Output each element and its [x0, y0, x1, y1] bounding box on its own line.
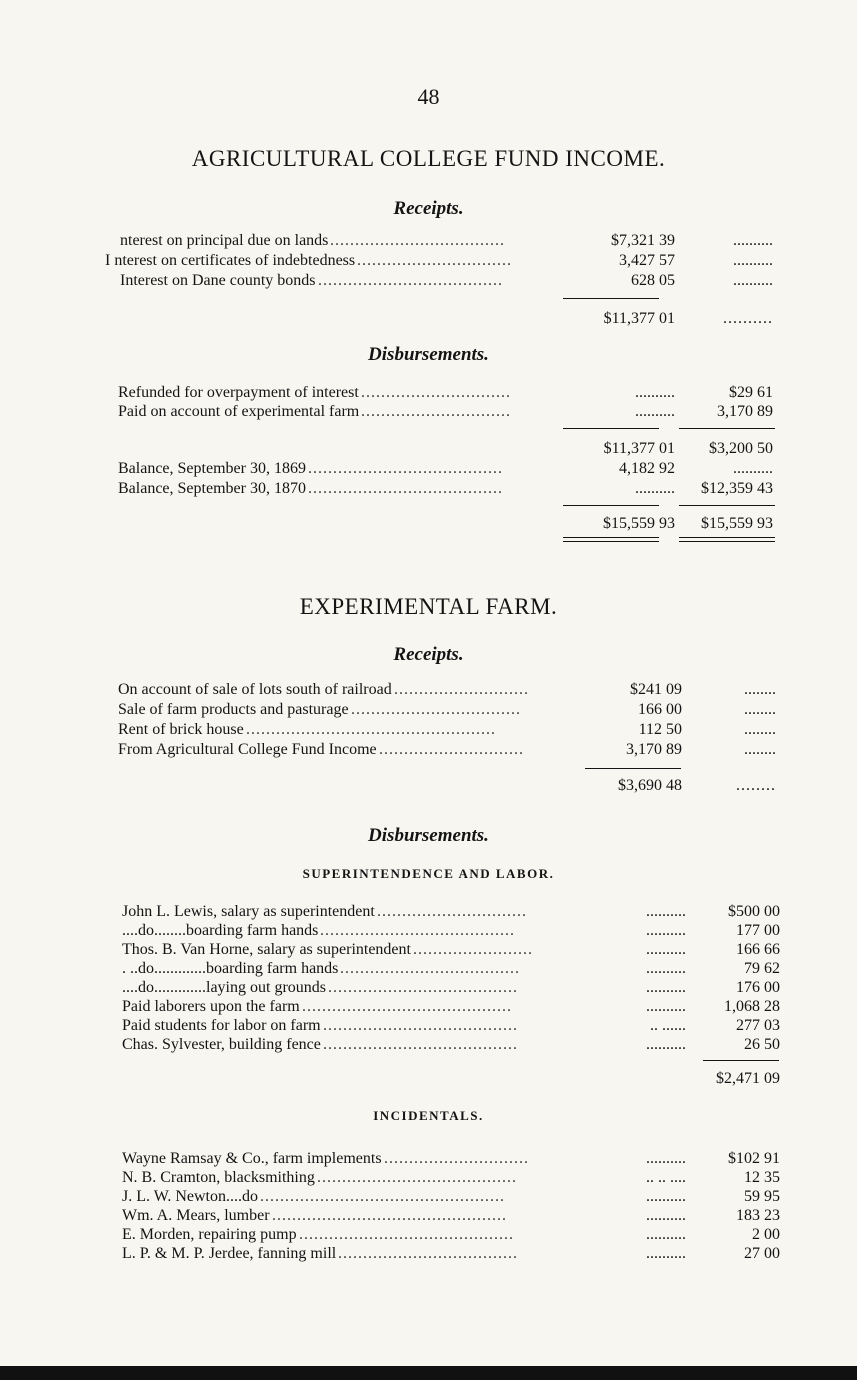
row-col2: 12 35: [744, 1169, 780, 1186]
leader-dots: ..............................: [361, 403, 511, 420]
total-col1: $11,377 01: [603, 310, 675, 327]
leader-dots: ....................................: [340, 960, 520, 977]
table-row: [118, 741, 778, 759]
row-label: ....do........boarding farm hands: [122, 922, 319, 939]
row-label: Refunded for overpayment of interest: [118, 384, 359, 401]
row-col1: 628 05: [631, 272, 675, 289]
grand-total-col2: $15,559 93: [701, 515, 773, 532]
row-col2: 166 66: [736, 941, 780, 958]
leader-dots: ....................................: [338, 1245, 518, 1262]
row-col2: $102 91: [728, 1150, 780, 1167]
table-row: [122, 1017, 782, 1035]
row-col1: ..........: [646, 941, 686, 958]
table-row: [122, 1226, 782, 1244]
row-col2: 177 00: [736, 922, 780, 939]
row-col2: 183 23: [736, 1207, 780, 1224]
leader-dots: .......................................: [323, 1017, 518, 1034]
row-col1: ..........: [635, 403, 675, 420]
total-col1: $3,690 48: [618, 777, 682, 794]
double-rule: [679, 537, 775, 542]
subtotal-col2: $3,200 50: [709, 440, 773, 457]
receipts-total-row: [118, 310, 778, 328]
row-label: I nterest on certificates of indebtedness: [105, 252, 356, 269]
table-row: [105, 252, 773, 270]
section-title: AGRICULTURAL COLLEGE FUND INCOME.: [191, 146, 666, 171]
rule: [679, 428, 775, 429]
row-col1: ..........: [635, 384, 675, 401]
row-col2: ..........: [733, 232, 773, 249]
leader-dots: ...............................................: [272, 1207, 507, 1224]
leader-dots: ...........................................: [299, 1226, 514, 1243]
incidentals-heading: INCIDENTALS.: [373, 1108, 484, 1123]
superintendence-heading: SUPERINTENDENCE AND LABOR.: [302, 866, 555, 881]
leader-dots: ...................................: [330, 232, 505, 249]
row-col1: $7,321 39: [611, 232, 675, 249]
leader-dots: ......................................: [328, 979, 518, 996]
superintendence-total-row: [118, 1070, 780, 1088]
leader-dots: .................................................: [260, 1188, 505, 1205]
row-col1: 3,170 89: [626, 741, 682, 758]
rule: [585, 768, 681, 769]
receipts-total-row: [118, 777, 778, 795]
table-row: [122, 941, 782, 959]
row-col2: 27 00: [744, 1245, 780, 1262]
row-label: Thos. B. Van Horne, salary as superintendent: [122, 941, 411, 958]
leader-dots: ...........................: [394, 681, 529, 698]
row-col2: ..........: [733, 272, 773, 289]
row-col2: ........: [744, 741, 776, 758]
table-row: [105, 272, 773, 290]
row-col2: 59 95: [744, 1188, 780, 1205]
row-col1: ..........: [646, 1150, 686, 1167]
table-row: [122, 903, 782, 921]
rule: [563, 298, 659, 299]
row-col1: 4,182 92: [619, 460, 675, 477]
table-row: [118, 681, 778, 699]
leader-dots: .............................: [384, 1150, 529, 1167]
table-row: [122, 979, 782, 997]
total-col2: ..........: [723, 310, 773, 327]
leader-dots: ........................: [413, 941, 533, 958]
table-row: [118, 460, 778, 478]
row-col2: ..........: [733, 252, 773, 269]
receipts-heading: Receipts.: [393, 644, 464, 665]
row-col2: 2 00: [752, 1226, 780, 1243]
row-col2: 277 03: [736, 1017, 780, 1034]
row-label: Wm. A. Mears, lumber: [122, 1207, 270, 1224]
row-col2: $500 00: [728, 903, 780, 920]
row-col2: 1,068 28: [724, 998, 780, 1015]
receipts-heading: Receipts.: [393, 198, 464, 219]
subtotal-row: [118, 440, 778, 458]
table-row: [118, 721, 778, 739]
row-col1: ..........: [646, 1245, 686, 1262]
table-row: [122, 1036, 782, 1054]
row-label: ....do.............laying out grounds: [122, 979, 326, 996]
row-label: Balance, September 30, 1870: [118, 480, 306, 497]
row-col2: ........: [744, 721, 776, 738]
row-label: Wayne Ramsay & Co., farm implements: [122, 1150, 382, 1167]
row-col1: .. ......: [650, 1017, 686, 1034]
rule: [563, 505, 659, 506]
row-col2: 79 62: [744, 960, 780, 977]
row-col1: ..........: [646, 903, 686, 920]
row-col1: ..........: [646, 979, 686, 996]
disbursements-heading: Disbursements.: [368, 825, 489, 846]
leader-dots: .......................................: [308, 460, 503, 477]
row-label: On account of sale of lots south of railroad: [118, 681, 392, 698]
leader-dots: .......................................: [320, 922, 515, 939]
row-col2: ........: [744, 701, 776, 718]
leader-dots: ..............................: [377, 903, 527, 920]
leader-dots: ..................................................: [246, 721, 496, 738]
row-col1: 166 00: [638, 701, 682, 718]
row-col2: 3,170 89: [717, 403, 773, 420]
row-label: Balance, September 30, 1869: [118, 460, 306, 477]
table-row: [122, 1150, 782, 1168]
table-row: [122, 922, 782, 940]
page-bottom-edge: [0, 1366, 857, 1380]
rule: [563, 428, 659, 429]
row-label: Chas. Sylvester, building fence: [122, 1036, 321, 1053]
row-label: L. P. & M. P. Jerdee, fanning mill: [122, 1245, 337, 1262]
row-col2: 26 50: [744, 1036, 780, 1053]
leader-dots: ........................................: [317, 1169, 517, 1186]
table-row: [122, 1207, 782, 1225]
row-label: Paid laborers upon the farm: [122, 998, 300, 1015]
leader-dots: .......................................: [308, 480, 503, 497]
page-number: 48: [417, 84, 440, 109]
table-row: [122, 1169, 782, 1187]
table-row: [118, 384, 778, 402]
rule: [679, 505, 775, 506]
row-label: Interest on Dane county bonds: [120, 272, 316, 289]
leader-dots: .......................................: [323, 1036, 518, 1053]
row-label: . ..do.............boarding farm hands: [122, 960, 339, 977]
rule: [703, 1060, 779, 1061]
leader-dots: ...............................: [357, 252, 512, 269]
row-col1: ..........: [646, 960, 686, 977]
row-label: N. B. Cramton, blacksmithing: [122, 1169, 315, 1186]
row-label: Paid on account of experimental farm: [118, 403, 360, 420]
row-col1: ..........: [635, 480, 675, 497]
subtotal-col1: $11,377 01: [603, 440, 675, 457]
table-row: [122, 1245, 782, 1263]
row-label: E. Morden, repairing pump: [122, 1226, 297, 1243]
leader-dots: ..................................: [351, 701, 521, 718]
row-label: From Agricultural College Fund Income: [118, 741, 377, 758]
row-col2: $12,359 43: [701, 480, 773, 497]
grand-total-col1: $15,559 93: [603, 515, 675, 532]
grand-total-row: [118, 515, 778, 533]
table-row: [122, 960, 782, 978]
row-label: Sale of farm products and pasturage: [118, 701, 349, 718]
row-col1: ..........: [646, 1188, 686, 1205]
row-col2: ........: [744, 681, 776, 698]
row-col1: 3,427 57: [619, 252, 675, 269]
row-label: Rent of brick house: [118, 721, 244, 738]
table-row: [122, 1188, 782, 1206]
row-label: John L. Lewis, salary as superintendent: [122, 903, 375, 920]
disbursements-heading: Disbursements.: [368, 344, 489, 365]
total-col2: ........: [736, 777, 776, 794]
leader-dots: .............................: [379, 741, 524, 758]
section-title: EXPERIMENTAL FARM.: [299, 594, 558, 619]
row-col2: $29 61: [729, 384, 773, 401]
superintendence-total: $2,471 09: [716, 1070, 780, 1087]
row-col1: ..........: [646, 1207, 686, 1224]
double-rule: [563, 537, 659, 542]
row-label: nterest on principal due on lands: [120, 232, 329, 249]
table-row: [118, 480, 778, 498]
row-col1: ..........: [646, 922, 686, 939]
table-row: [122, 998, 782, 1016]
table-row: [118, 701, 778, 719]
row-col1: ..........: [646, 1036, 686, 1053]
row-col1: .. .. ....: [646, 1169, 686, 1186]
leader-dots: ..............................: [361, 384, 511, 401]
row-col1: 112 50: [638, 721, 682, 738]
row-label: Paid students for labor on farm: [122, 1017, 321, 1034]
row-col1: $241 09: [630, 681, 682, 698]
row-label: J. L. W. Newton....do: [122, 1188, 258, 1205]
row-col2: 176 00: [736, 979, 780, 996]
table-row: [118, 403, 778, 421]
leader-dots: .....................................: [318, 272, 503, 289]
leader-dots: ..........................................: [302, 998, 512, 1015]
row-col1: ..........: [646, 1226, 686, 1243]
table-row: [105, 232, 773, 250]
row-col1: ..........: [646, 998, 686, 1015]
row-col2: ..........: [733, 460, 773, 477]
